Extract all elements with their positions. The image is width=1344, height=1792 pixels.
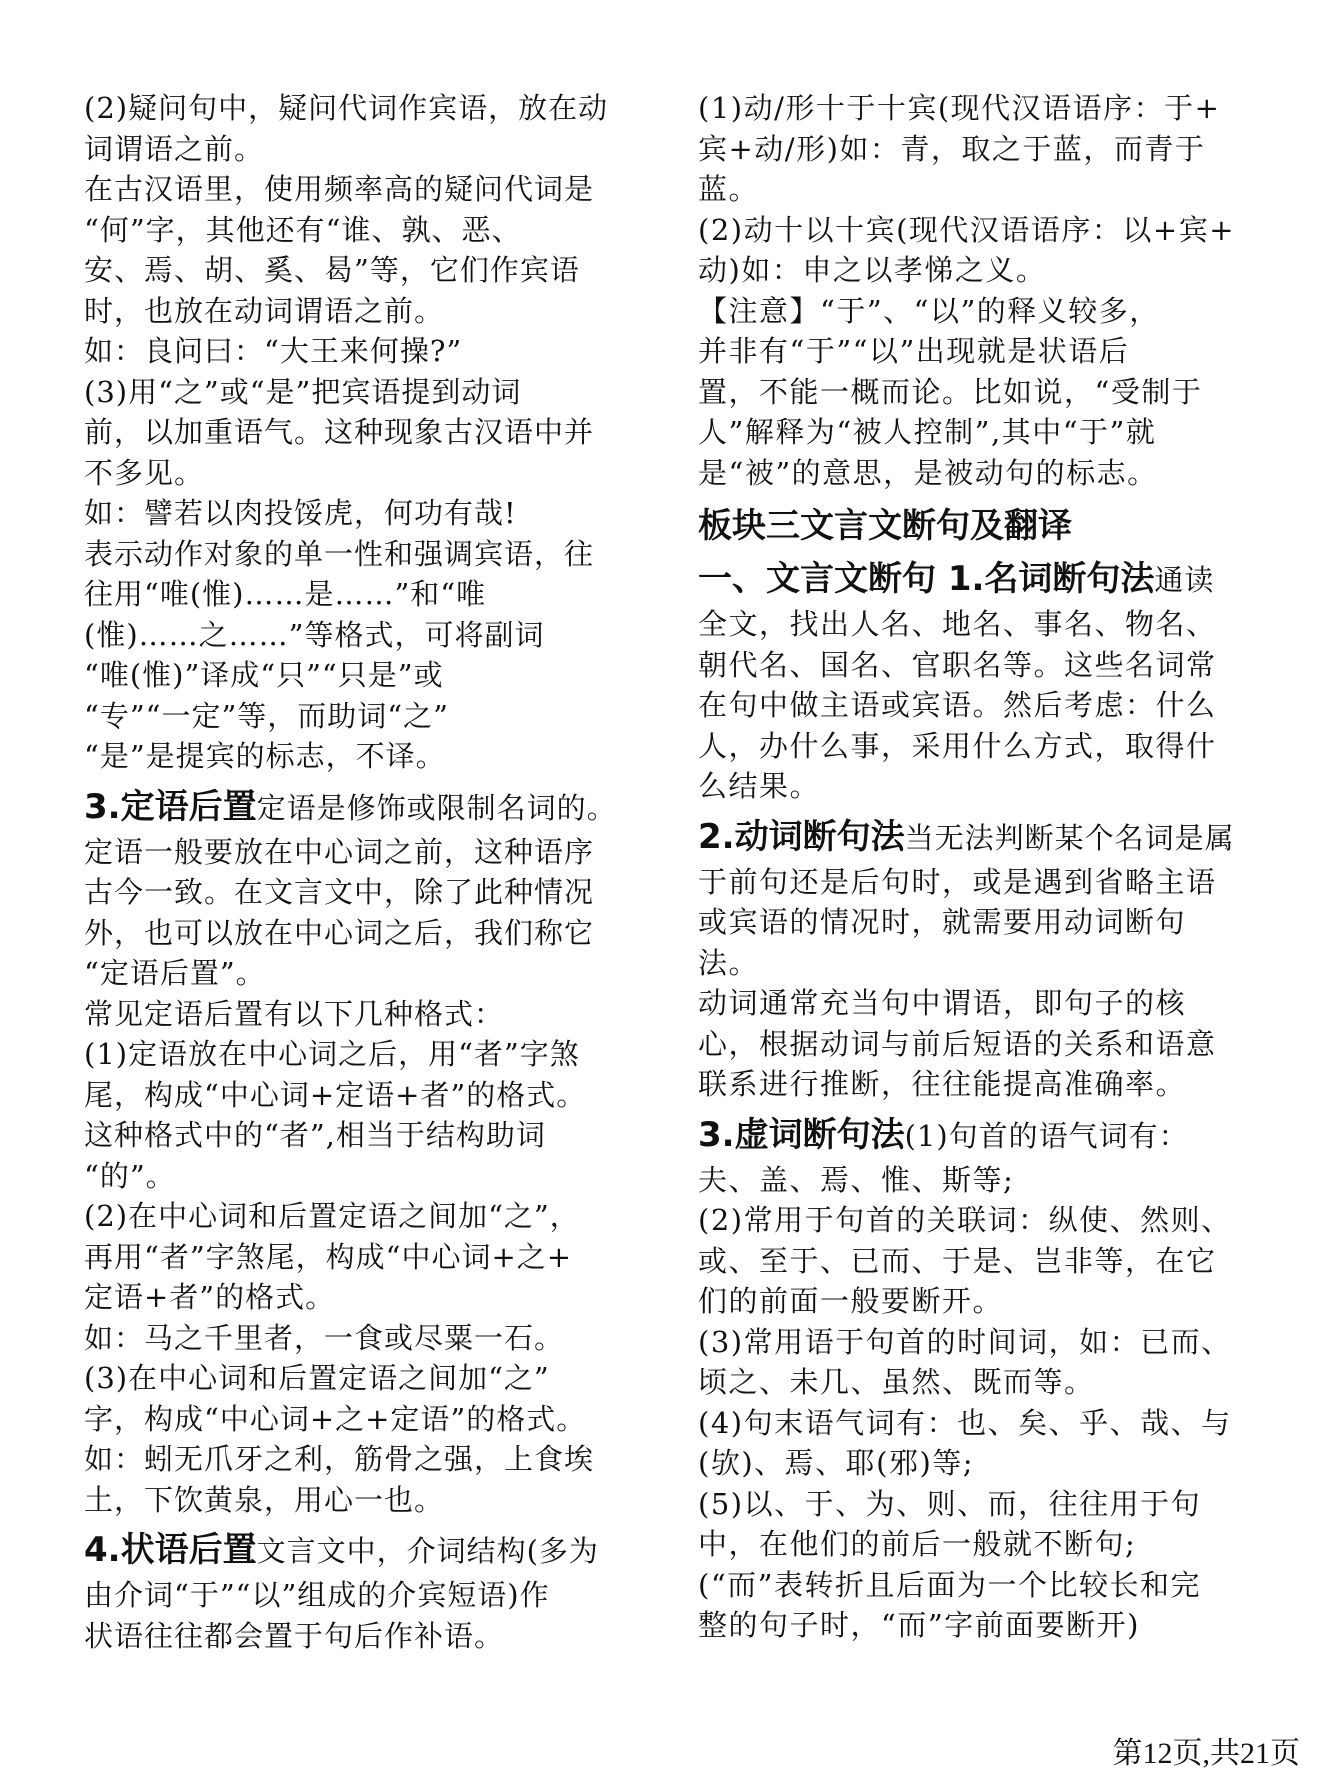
text-line: 往用“唯(惟)……是……”和“唯 (84, 577, 487, 611)
text-line: 是“被”的意思，是被动句的标志。 (698, 455, 1158, 490)
section-dingyu-body (84, 832, 644, 1521)
section-zhuangyu-body (84, 1575, 644, 1656)
section-mingci-duanju (698, 557, 1268, 602)
text-line: (1)定语放在中心词之后，用“者”字煞 (84, 1037, 580, 1071)
text-line: (惟)……之……”等格式，可将副词 (84, 617, 545, 652)
text-line: 【注意】“于”、“以”的释义较多， (698, 293, 1160, 328)
text-line: 如：譬若以肉投馁虎，何功有哉! (84, 496, 517, 530)
text-line: 动)如：申之以孝悌之义。 (698, 253, 1047, 287)
text-line: (2)动十以十宾(现代汉语语序：以+宾+ (698, 212, 1235, 247)
text-line: “专”“一定”等，而助词“之” (84, 698, 449, 733)
text-line: 如：良问曰：“大王来何操?” (84, 334, 463, 368)
text-line: “何”字，其他还有“谁、孰、恶、 (84, 212, 522, 247)
text-line: (2)疑问句中，疑问代词作宾语，放在动 (84, 91, 609, 125)
text-line: 如：马之千里者，一食或尽粟一石。 (84, 1320, 565, 1355)
text-line: 们的前面一般要断开。 (698, 1284, 1004, 1318)
right-column (698, 88, 1268, 1646)
text-line: (2)常用于句首的关联词：纵使、然则、 (698, 1203, 1232, 1237)
text-line: 安、焉、胡、奚、曷”等，它们作宾语 (84, 253, 580, 287)
text-line: 心，根据动词与前后短语的关系和语意 (698, 1026, 1217, 1061)
text-line: 时，也放在动词谓语之前。 (84, 293, 445, 328)
section-zhuangyu-houzhi (84, 1528, 644, 1573)
page-number: 第12页,共21页 (1112, 1737, 1300, 1770)
text-line: 字，构成“中心词+之+定语”的格式。 (84, 1401, 587, 1436)
section-dongci-duanju (698, 815, 1268, 860)
text-line: 中，在他们的前后一般就不断句; (698, 1527, 1137, 1561)
text-line: 宾+动/形)如：青，取之于蓝，而青于 (698, 131, 1206, 166)
text-line: 人”解释为“被人控制”,其中“于”就 (698, 415, 1157, 449)
text-line: 夫、盖、焉、惟、斯等; (698, 1162, 1015, 1197)
text-line: 前，以加重语气。这种现象古汉语中并 (84, 415, 595, 449)
text-line: “唯(惟)”译成“只”“只是”或 (84, 658, 444, 692)
section-dingyu-houzhi (84, 785, 644, 830)
text-line: 这种格式中的“者”,相当于结构助词 (84, 1118, 546, 1152)
text-line: “是”是提宾的标志，不译。 (84, 739, 446, 773)
left-column (84, 88, 644, 1656)
section-lead-text: 定语是修饰或限制名词的。 (256, 790, 617, 825)
text-line: 在句中做主语或宾语。然后考虑：什么 (698, 688, 1217, 722)
text-line: (4)句末语气词有：也、矣、乎、哉、与 (698, 1405, 1232, 1440)
text-line: 尾，构成“中心词+定语+者”的格式。 (84, 1077, 587, 1112)
text-line: “定语后置”。 (84, 956, 266, 990)
section-heading: 3.定语后置 (84, 786, 257, 827)
text-line: 朝代名、国名、官职名等。这些名词常 (698, 647, 1217, 682)
text-line: 于前句还是后句时，或是遇到省略主语 (698, 864, 1217, 899)
section-heading: 2.动词断句法 (698, 816, 905, 857)
block-title: 板块三文言文断句及翻译 (698, 506, 1072, 546)
section-xuci-duanju (698, 1113, 1268, 1158)
section-heading: 4.状语后置 (84, 1530, 257, 1570)
text-line: (2)在中心词和后置定语之间加“之”， (84, 1199, 580, 1233)
text-line: 蓝。 (698, 172, 760, 206)
text-line: (欤)、焉、耶(邪)等; (698, 1446, 975, 1480)
text-line: 古今一致。在文言文中，除了此种情况 (84, 875, 595, 909)
text-line: 法。 (698, 945, 760, 980)
text-line: 词谓语之前。 (84, 131, 265, 166)
text-line: (3)用“之”或“是”把宾语提到动词 (84, 374, 522, 409)
text-line: 么结果。 (698, 769, 821, 803)
text-line: 在古汉语里，使用频率高的疑问代词是 (84, 172, 595, 206)
text-line: 如：蚓无爪牙之利，筋骨之强，上食埃 (84, 1442, 595, 1476)
section-lead-text: 通读 (1154, 563, 1215, 597)
section-dongci-body (698, 862, 1268, 1105)
text-line: 整的句子时，“而”字前面要断开) (698, 1608, 1140, 1642)
text-line: 再用“者”字煞尾，构成“中心词+之+ (84, 1239, 573, 1274)
text-line: 定语+者”的格式。 (84, 1280, 336, 1314)
text-line: 或、至于、已而、于是、岂非等，在它 (698, 1243, 1217, 1278)
left-block1 (84, 88, 644, 777)
section-mingci-body (698, 604, 1268, 807)
text-line: 置，不能一概而论。比如说，“受制于 (698, 374, 1203, 409)
section-heading: 3.虚词断句法 (698, 1114, 905, 1155)
text-line: 外，也可以放在中心词之后，我们称它 (84, 915, 595, 950)
text-line: (3)在中心词和后置定语之间加“之” (84, 1361, 550, 1395)
section-xuci-body (698, 1160, 1268, 1646)
text-line: 定语一般要放在中心词之前，这种语序 (84, 834, 595, 869)
text-line: 或宾语的情况时，就需要用动词断句 (698, 905, 1187, 939)
text-line: (3)常用语于句首的时间词，如：已而、 (698, 1324, 1232, 1359)
text-line: 状语往往都会置于句后作补语。 (84, 1618, 505, 1653)
text-line: 常见定语后置有以下几种格式： (84, 996, 505, 1031)
right-block1 (698, 88, 1268, 493)
section-lead-text: (1)句首的语气词有： (904, 1118, 1189, 1153)
text-line: (5)以、于、为、则、而，往往用于句 (698, 1486, 1202, 1521)
section-heading: 一、文言文断句 1.名词断句法 (698, 559, 1155, 599)
section-lead-text: 当无法判断某个名词是属 (904, 820, 1235, 855)
section-lead-text: 文言文中，介词结构(多为 (256, 1534, 599, 1568)
text-line: 联系进行推断，往往能提高准确率。 (698, 1067, 1187, 1101)
text-line: 表示动作对象的单一性和强调宾语，往 (84, 536, 595, 571)
text-line: 不多见。 (84, 455, 205, 490)
text-line: 土，下饮黄泉，用心一也。 (84, 1482, 445, 1517)
text-line: 由介词“于”“以”组成的介宾短语)作 (84, 1578, 550, 1612)
text-line: 全文，找出人名、地名、事名、物名、 (698, 607, 1217, 641)
text-line: 顷之、未几、虽然、既而等。 (698, 1365, 1095, 1399)
text-line: 动词通常充当句中谓语，即句子的核 (698, 986, 1187, 1020)
text-line: 并非有“于”“以”出现就是状语后 (698, 334, 1130, 368)
text-line: 人，办什么事，采用什么方式，取得什 (698, 728, 1217, 763)
text-line: (1)动/形十于十宾(现代汉语语序：于+ (698, 91, 1221, 125)
text-line: “的”。 (84, 1158, 176, 1193)
text-line: (“而”表转折且后面为一个比较长和完 (698, 1567, 1201, 1602)
